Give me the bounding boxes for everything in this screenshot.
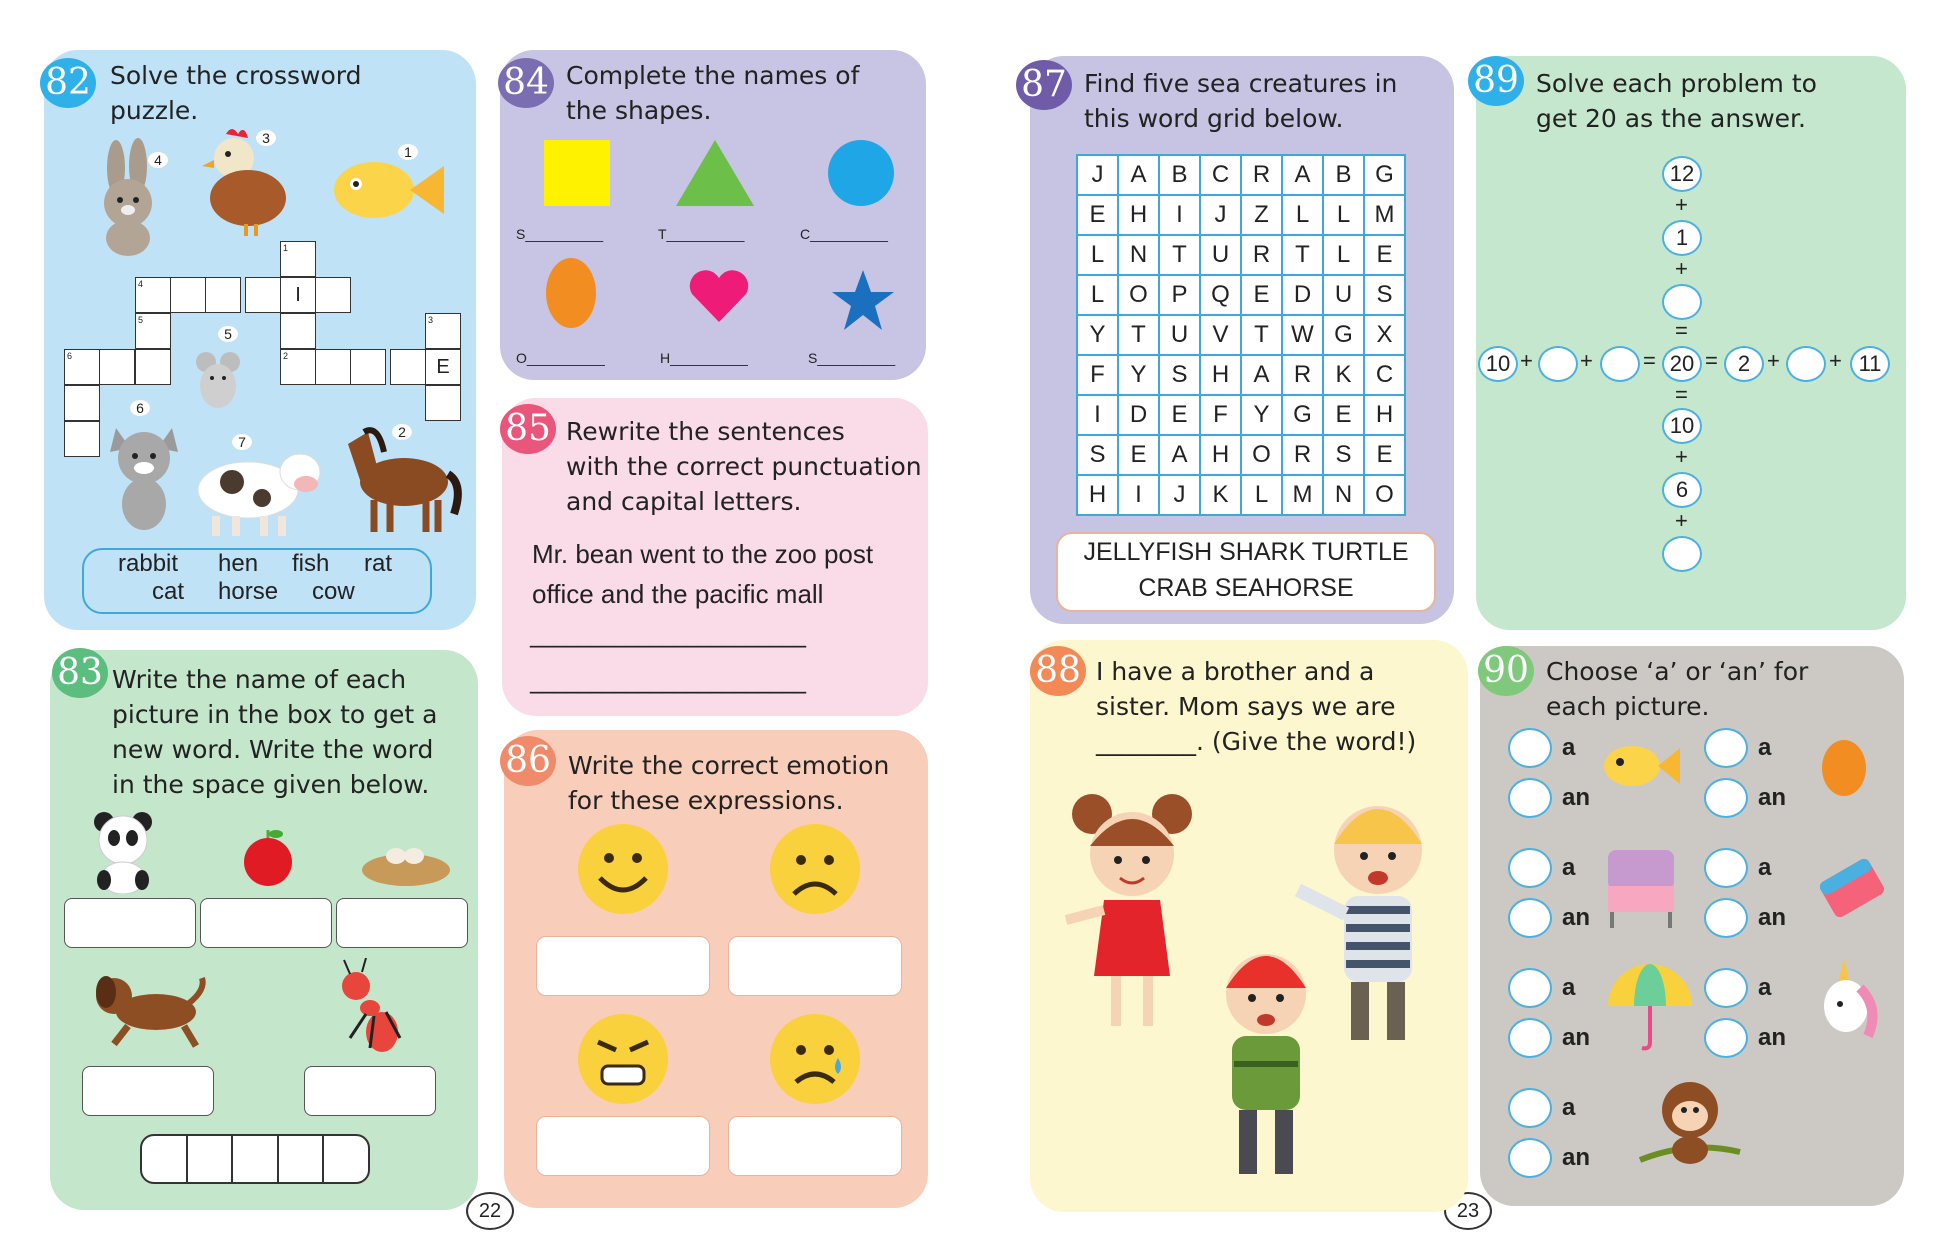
letter-box[interactable]	[188, 1136, 234, 1182]
choice-an-bubble[interactable]	[1508, 778, 1552, 818]
answer-box-nest[interactable]	[336, 898, 468, 948]
dog-picture	[88, 968, 212, 1058]
blank-cloud[interactable]	[1600, 346, 1640, 382]
word-search-row	[1077, 275, 1405, 315]
unicorn-picture	[1814, 958, 1884, 1044]
word-search-row	[1077, 435, 1405, 475]
cross-cell[interactable]: 4	[135, 277, 171, 313]
cross-cell[interactable]	[280, 313, 316, 349]
cross-cell[interactable]: 2	[280, 349, 316, 385]
number-cloud: 1	[1662, 220, 1702, 256]
page-number-left: 22	[466, 1192, 514, 1230]
cross-cell[interactable]	[350, 349, 386, 385]
triangle-shape	[676, 140, 754, 206]
word-bank-item: rabbit	[118, 550, 179, 577]
answer-box-panda[interactable]	[64, 898, 196, 948]
word-search-cell[interactable]: K	[1200, 475, 1241, 515]
sentence-text: Mr. bean went to the zoo post office and the pacific mall	[532, 539, 874, 609]
eraser-picture	[1814, 846, 1890, 930]
cow-picture	[188, 432, 328, 542]
umbrella-picture	[1604, 962, 1696, 1052]
new-word-boxes	[140, 1134, 370, 1184]
question-number-86: 86	[500, 736, 556, 786]
word-bank-item: fish	[292, 550, 330, 577]
word-search-cell[interactable]: Y	[1118, 355, 1159, 395]
word-search-cell[interactable]: B	[1159, 155, 1200, 195]
question-number-89: 89	[1468, 56, 1524, 106]
monkey-picture	[1634, 1074, 1746, 1172]
word-search-cell[interactable]: S	[1077, 435, 1118, 475]
plus-sign: +	[1675, 444, 1688, 469]
word-search-cell[interactable]: E	[1118, 435, 1159, 475]
word-search-cell[interactable]: G	[1364, 155, 1405, 195]
word-search-cell[interactable]: L	[1077, 275, 1118, 315]
circle-shape	[828, 140, 894, 206]
word-search-cell[interactable]: F	[1200, 395, 1241, 435]
word-search-cell[interactable]: E	[1241, 275, 1282, 315]
choice-a-bubble[interactable]	[1704, 968, 1748, 1008]
word-search-cell[interactable]: E	[1364, 435, 1405, 475]
word-search-cell[interactable]: L	[1282, 195, 1323, 235]
word-search-cell[interactable]: A	[1118, 155, 1159, 195]
letter-box[interactable]	[233, 1136, 279, 1182]
word-search-row	[1077, 395, 1405, 435]
word-search-cell[interactable]: E	[1323, 395, 1364, 435]
happy-face-emoji	[576, 822, 670, 916]
word-search-row	[1077, 195, 1405, 235]
cross-cell[interactable]: 1	[280, 241, 316, 277]
plus-sign: +	[1675, 508, 1688, 533]
choice-a-label: a	[1758, 734, 1772, 761]
word-search-cell[interactable]: D	[1282, 275, 1323, 315]
cross-cell[interactable]: 6	[64, 349, 100, 385]
cross-cell[interactable]	[315, 349, 351, 385]
fish-picture-small	[1600, 736, 1680, 796]
q83-title: Write the name of each picture in the box to get a new word. Write the word in the space given below.	[112, 665, 438, 799]
answer-box-dog[interactable]	[82, 1066, 214, 1116]
word-search-row	[1077, 155, 1405, 195]
number-cloud: 6	[1662, 472, 1702, 508]
answer-line[interactable]: _______________________	[530, 666, 806, 694]
q87-title: Find five sea creatures in this word grid below.	[1084, 69, 1398, 133]
fish-picture	[326, 150, 446, 230]
shape-label-heart[interactable]: H__________	[660, 350, 748, 366]
cross-cell[interactable]: E	[425, 349, 461, 385]
word-search-cell[interactable]: V	[1200, 315, 1241, 355]
nest-picture	[358, 834, 454, 888]
choice-an-bubble[interactable]	[1508, 898, 1552, 938]
choice-a-bubble[interactable]	[1704, 848, 1748, 888]
word-search-cell[interactable]: E	[1159, 395, 1200, 435]
word-search-row	[1077, 315, 1405, 355]
cross-cell[interactable]	[170, 277, 206, 313]
plus-sign: +	[1675, 256, 1688, 281]
cat-picture	[104, 418, 184, 530]
question-number-87: 87	[1016, 60, 1072, 110]
word-search-cell[interactable]: H	[1364, 395, 1405, 435]
word-list-row: CRAB SEAHORSE	[1138, 574, 1354, 602]
clue-number-4: 4	[148, 152, 168, 168]
word-search-cell[interactable]: O	[1241, 435, 1282, 475]
clue-number-7: 7	[232, 434, 252, 450]
emotion-box-sad[interactable]	[728, 936, 902, 996]
word-search-cell[interactable]: T	[1241, 315, 1282, 355]
apple-picture	[240, 828, 296, 888]
blank-cloud[interactable]	[1662, 536, 1702, 572]
word-search-cell[interactable]: Q	[1200, 275, 1241, 315]
emotion-box-crying[interactable]	[728, 1116, 902, 1176]
square-shape	[544, 140, 610, 206]
word-search-cell[interactable]: H	[1077, 475, 1118, 515]
choice-a-label: a	[1562, 734, 1576, 761]
word-search-cell[interactable]: E	[1077, 195, 1118, 235]
ant-picture	[326, 958, 406, 1058]
word-search-cell[interactable]: M	[1282, 475, 1323, 515]
word-search-cell[interactable]: L	[1323, 195, 1364, 235]
number-cloud: 12	[1662, 156, 1702, 192]
equals-sign: =	[1705, 348, 1718, 373]
clue-number-2: 2	[392, 424, 412, 440]
clue-number-5: 5	[218, 326, 238, 342]
choice-an-bubble[interactable]	[1508, 1138, 1552, 1178]
plus-sign: +	[1675, 192, 1688, 217]
choice-a-label: a	[1758, 854, 1772, 881]
word-search-cell[interactable]: G	[1323, 315, 1364, 355]
choice-a-label: a	[1562, 1094, 1576, 1121]
word-search-cell[interactable]: D	[1118, 395, 1159, 435]
choice-an-label: an	[1562, 904, 1591, 931]
equals-sign: =	[1675, 318, 1688, 343]
word-search-cell[interactable]: A	[1241, 355, 1282, 395]
cross-cell[interactable]: 5	[135, 313, 171, 349]
word-search-cell[interactable]: R	[1241, 235, 1282, 275]
clue-number-3: 3	[256, 130, 276, 146]
q86-title: Write the correct emotion for these expressions.	[568, 751, 890, 815]
heart-shape	[688, 268, 750, 324]
clue-number-6: 6	[130, 400, 150, 416]
word-search-cell[interactable]: L	[1077, 235, 1118, 275]
plus-sign: +	[1520, 348, 1533, 373]
word-search-cell[interactable]: N	[1118, 235, 1159, 275]
word-search-cell[interactable]: T	[1282, 235, 1323, 275]
number-cloud: 11	[1850, 346, 1890, 382]
word-search-cell[interactable]: I	[1118, 475, 1159, 515]
word-search-cell[interactable]: U	[1159, 315, 1200, 355]
equals-sign: =	[1643, 348, 1656, 373]
cross-cell[interactable]	[245, 277, 281, 313]
word-search-row	[1077, 235, 1405, 275]
shape-label-triangle[interactable]: T__________	[658, 226, 745, 242]
cross-cell[interactable]: I	[280, 277, 316, 313]
choice-a-bubble[interactable]	[1508, 728, 1552, 768]
word-search-cell[interactable]: K	[1323, 355, 1364, 395]
word-search-cell[interactable]: U	[1323, 275, 1364, 315]
choice-a-bubble[interactable]	[1508, 1088, 1552, 1128]
word-search-cell[interactable]: H	[1118, 195, 1159, 235]
word-bank-item: cat	[152, 578, 185, 605]
star-shape	[832, 270, 894, 330]
center-number-cloud: 20	[1662, 346, 1702, 382]
word-search-cell[interactable]: R	[1282, 355, 1323, 395]
choice-a-bubble[interactable]	[1704, 728, 1748, 768]
word-search-cell[interactable]: X	[1364, 315, 1405, 355]
question-number-90: 90	[1478, 646, 1534, 696]
word-search-cell[interactable]: I	[1077, 395, 1118, 435]
q88-title: I have a brother and a sister. Mom says we are ________. (Give the word!)	[1096, 657, 1417, 756]
shape-label-circle[interactable]: C__________	[800, 226, 888, 242]
question-number-88: 88	[1030, 646, 1086, 696]
choice-an-label: an	[1562, 1024, 1591, 1051]
choice-a-label: a	[1562, 974, 1576, 1001]
choice-an-bubble[interactable]	[1508, 1018, 1552, 1058]
plus-sign: +	[1580, 348, 1593, 373]
word-search-cell[interactable]: T	[1159, 235, 1200, 275]
question-number-83: 83	[52, 648, 108, 698]
choice-a-label: a	[1562, 854, 1576, 881]
word-list-box	[1056, 532, 1436, 612]
word-search-cell[interactable]: F	[1077, 355, 1118, 395]
blank-cloud[interactable]	[1538, 346, 1578, 382]
cross-cell[interactable]	[64, 385, 100, 421]
cross-cell[interactable]: 3	[425, 313, 461, 349]
answer-box-apple[interactable]	[200, 898, 332, 948]
page-number-right: 23	[1444, 1192, 1492, 1230]
word-search-cell[interactable]: J	[1159, 475, 1200, 515]
question-number-85: 85	[500, 404, 556, 454]
number-cloud: 10	[1662, 408, 1702, 444]
rat-picture	[186, 348, 250, 412]
q89-title: Solve each problem to get 20 as the answer.	[1536, 69, 1817, 133]
blank-cloud[interactable]	[1662, 284, 1702, 320]
crying-face-emoji	[768, 1012, 862, 1106]
cross-cell[interactable]	[315, 277, 351, 313]
panda-picture	[90, 810, 156, 894]
choice-an-label: an	[1758, 904, 1787, 931]
word-search-cell[interactable]: I	[1159, 195, 1200, 235]
word-search-cell[interactable]: E	[1364, 235, 1405, 275]
choice-an-bubble[interactable]	[1704, 1018, 1748, 1058]
word-search-cell[interactable]: W	[1282, 315, 1323, 355]
word-list-row: JELLYFISH SHARK TURTLE	[1083, 538, 1409, 566]
number-cloud: 2	[1724, 346, 1764, 382]
emotion-box-angry[interactable]	[536, 1116, 710, 1176]
choice-an-label: an	[1758, 1024, 1787, 1051]
word-search-cell[interactable]: A	[1159, 435, 1200, 475]
answer-line[interactable]: _______________________	[530, 620, 806, 648]
word-search-cell[interactable]: G	[1282, 395, 1323, 435]
cross-cell[interactable]	[99, 349, 135, 385]
orange-picture	[1820, 734, 1868, 798]
emotion-box-happy[interactable]	[536, 936, 710, 996]
answer-box-ant[interactable]	[304, 1066, 436, 1116]
choice-an-label: an	[1562, 784, 1591, 811]
word-search-cell[interactable]: A	[1282, 155, 1323, 195]
word-search-cell[interactable]: Y	[1241, 395, 1282, 435]
word-search-cell[interactable]: Y	[1077, 315, 1118, 355]
word-bank-item: rat	[364, 550, 393, 577]
letter-box[interactable]	[279, 1136, 325, 1182]
word-bank-item: cow	[312, 578, 355, 605]
plus-sign: +	[1829, 348, 1842, 373]
cross-cell[interactable]	[205, 277, 241, 313]
q82-title: Solve the crossword puzzle.	[110, 61, 362, 125]
word-search-cell[interactable]: O	[1364, 475, 1405, 515]
word-search-cell[interactable]: T	[1118, 315, 1159, 355]
cross-cell[interactable]	[135, 349, 171, 385]
q84-title: Complete the names of the shapes.	[566, 61, 860, 125]
choice-a-bubble[interactable]	[1508, 968, 1552, 1008]
word-search-row	[1077, 355, 1405, 395]
word-search-cell[interactable]: Z	[1241, 195, 1282, 235]
choice-an-label: an	[1758, 784, 1787, 811]
shape-label-star[interactable]: S__________	[808, 350, 896, 366]
word-search-cell[interactable]: U	[1200, 235, 1241, 275]
shape-label-square[interactable]: S__________	[516, 226, 604, 242]
younger-boy-picture	[1206, 944, 1326, 1180]
word-search-cell[interactable]: P	[1159, 275, 1200, 315]
word-search-cell[interactable]: H	[1200, 355, 1241, 395]
word-search-cell[interactable]: B	[1323, 155, 1364, 195]
question-number-82: 82	[40, 58, 96, 108]
choice-a-label: a	[1758, 974, 1772, 1001]
word-search-cell[interactable]: J	[1200, 195, 1241, 235]
blank-cloud[interactable]	[1786, 346, 1826, 382]
choice-an-bubble[interactable]	[1704, 898, 1748, 938]
word-search-row	[1077, 475, 1405, 515]
choice-an-bubble[interactable]	[1704, 778, 1748, 818]
q85-title: Rewrite the sentences with the correct punctuation and capital letters.	[566, 417, 922, 516]
cross-cell[interactable]	[64, 421, 100, 457]
sad-face-emoji	[768, 822, 862, 916]
girl-picture	[1062, 790, 1202, 1040]
word-search-cell[interactable]: R	[1241, 155, 1282, 195]
word-search-cell[interactable]: L	[1323, 235, 1364, 275]
word-search-cell[interactable]: C	[1200, 155, 1241, 195]
word-bank-item: horse	[218, 578, 279, 605]
choice-an-label: an	[1562, 1144, 1591, 1171]
question-number-84: 84	[498, 58, 554, 108]
word-search-cell[interactable]: C	[1364, 355, 1405, 395]
clue-number-1: 1	[398, 144, 418, 160]
q90-title: Choose ‘a’ or ‘an’ for each picture.	[1546, 657, 1809, 721]
word-search-cell[interactable]: O	[1118, 275, 1159, 315]
cross-cell[interactable]	[425, 385, 461, 421]
cross-cell[interactable]	[390, 349, 426, 385]
word-search-cell[interactable]: J	[1077, 155, 1118, 195]
hen-picture	[196, 124, 292, 244]
equals-sign: =	[1675, 382, 1688, 407]
word-search-cell[interactable]: M	[1364, 195, 1405, 235]
word-search-grid	[1076, 154, 1406, 516]
angry-face-emoji	[576, 1012, 670, 1106]
oval-shape	[546, 258, 596, 328]
choice-a-bubble[interactable]	[1508, 848, 1552, 888]
word-search-cell[interactable]: L	[1241, 475, 1282, 515]
plus-sign: +	[1767, 348, 1780, 373]
letter-box[interactable]	[324, 1136, 368, 1182]
word-bank-item: hen	[218, 550, 259, 577]
word-search-cell[interactable]: S	[1159, 355, 1200, 395]
word-search-cell[interactable]: H	[1200, 435, 1241, 475]
number-cloud: 10	[1478, 346, 1518, 382]
horse-picture	[334, 420, 464, 540]
word-search-cell[interactable]: R	[1282, 435, 1323, 475]
word-search-cell[interactable]: S	[1364, 275, 1405, 315]
shape-label-oval[interactable]: O__________	[516, 350, 605, 366]
word-search-cell[interactable]: N	[1323, 475, 1364, 515]
letter-box[interactable]	[142, 1136, 188, 1182]
word-search-cell[interactable]: S	[1323, 435, 1364, 475]
bed-picture	[1604, 846, 1678, 930]
